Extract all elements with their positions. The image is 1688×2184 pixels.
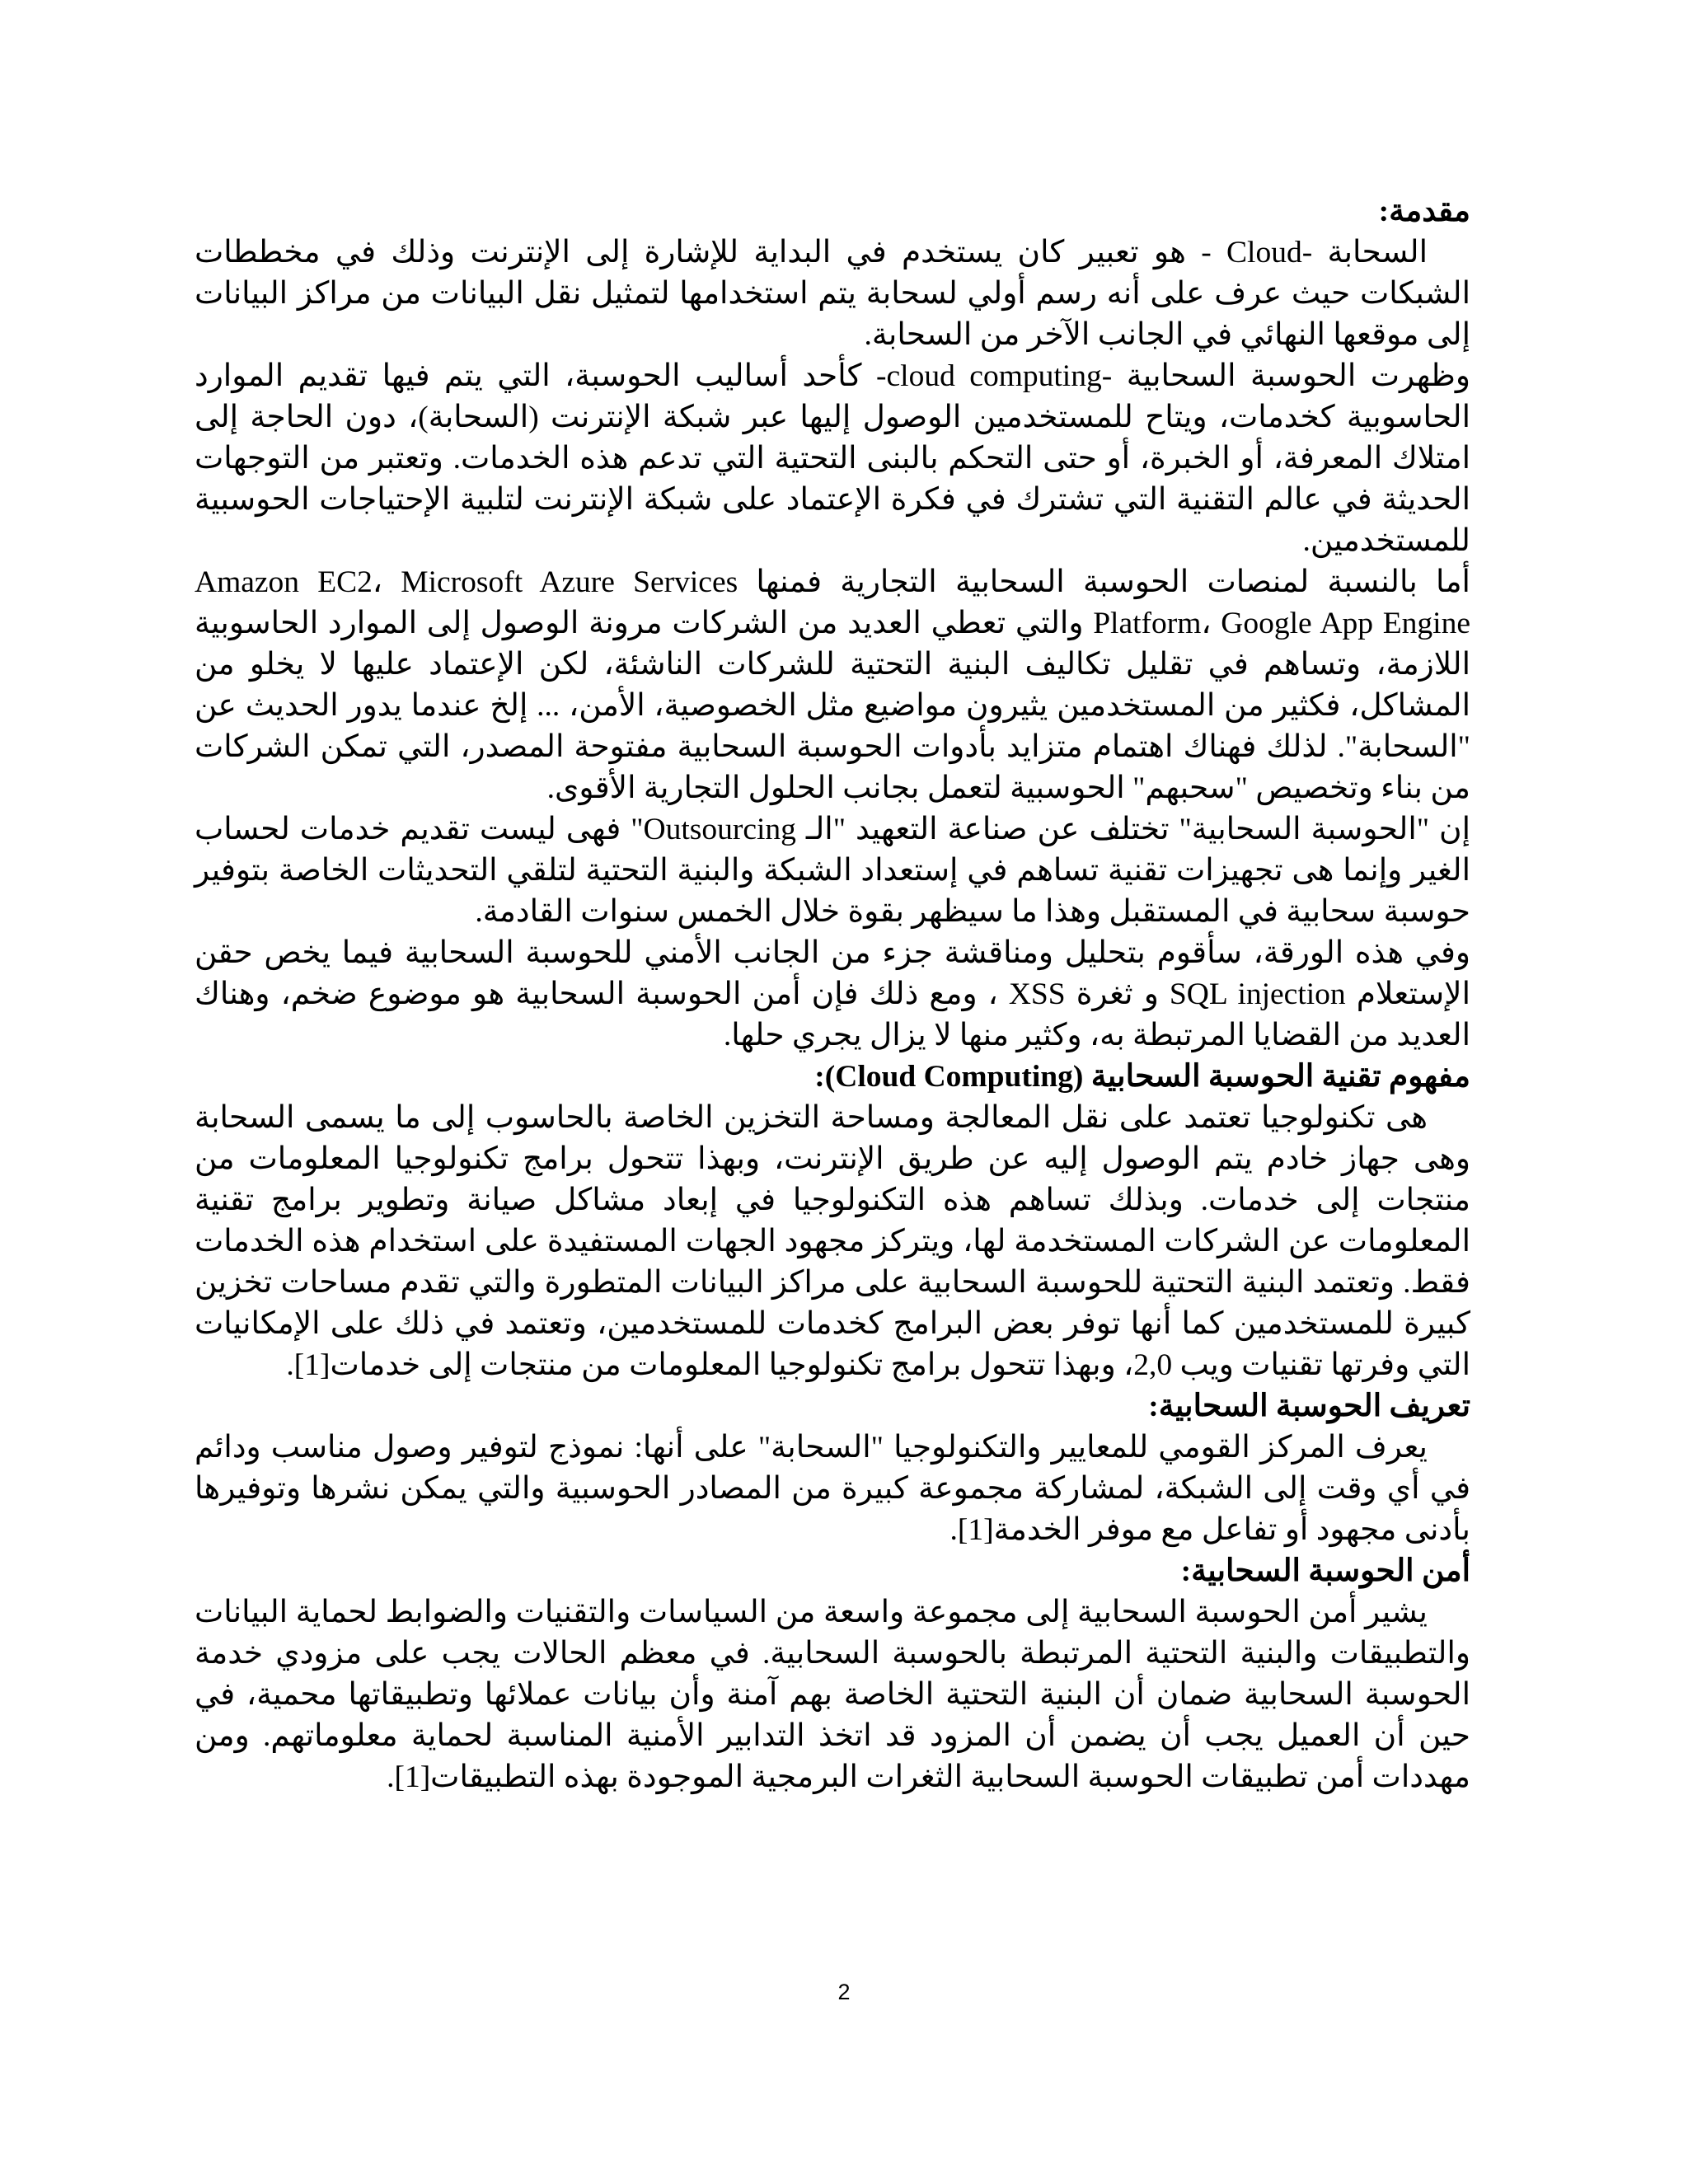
section-cloud-security: [195, 1551, 1470, 1798]
document-body: [195, 191, 1470, 1798]
paragraph: أما بالنسبة لمنصات الحوسبة السحابية التجارية فمنها Amazon EC2، Microsoft Azure Services Platform، Google App Engine والتي تعطي العديد من الشركات مرونة الوصول إلى الموارد الحاسوبية اللازمة، وتساهم في تقليل تكاليف البنية التحتية للشركات الناشئة، لكن الإعتماد عليها لا يخلو من المشاكل، فكثير من المستخدمين يثيرون مواضيع مثل الخصوصية، الأمن، ... إلخ عندما يدور الحديث عن "السحابة". لذلك فهناك اهتمام متزايد بأدوات الحوسبة السحابية مفتوحة المصدر، التي تمكن الشركات من بناء وتخصيص "سحبهم" الحوسبية لتعمل بجانب الحلول التجارية الأقوى.: [195, 565, 1470, 805]
section-heading: أمن الحوسبة السحابية:: [1180, 1554, 1470, 1588]
paragraph: يعرف المركز القومي للمعايير والتكنولوجيا "السحابة" على أنها: نموذج لتوفير وصول مناسب ودائم في أي وقت إلى الشبكة، لمشاركة مجموعة كبيرة من المصادر الحوسبية والتي يمكن نشرها وتوفيرها بأدنى مجهود أو تفاعل مع موفر الخدمة[1].: [195, 1431, 1470, 1547]
paragraph: يشير أمن الحوسبة السحابية إلى مجموعة واسعة من السياسات والتقنيات والضوابط لحماية البيانات والتطبيقات والبنية التحتية المرتبطة بالحوسبة السحابية. في معظم الحالات يجب على مزودي خدمة الحوسبة السحابية ضمان أن البنية التحتية الخاصة بهم آمنة وأن بيانات عملائها وتطبيقاتها محمية، في حين أن العميل يجب أن يضمن أن المزود قد اتخذ التدابير الأمنية المناسبة لحماية معلوماتهم. ومن مهددات أمن تطبيقات الحوسبة السحابية الثغرات البرمجية الموجودة بهذه التطبيقات[1].: [195, 1596, 1470, 1794]
paragraph: إن "الحوسبة السحابية" تختلف عن صناعة التعهيد "الـ Outsourcing" فهى ليست تقديم خدمات لحساب الغير وإنما هى تجهيزات تقنية تساهم في إستعداد الشبكة والبنية التحتية لتلقي التحديثات الخاصة بتوفير حوسبة سحابية في المستقبل وهذا ما سيظهر بقوة خلال الخمس سنوات القادمة.: [195, 813, 1470, 929]
paragraph: وفي هذه الورقة، سأقوم بتحليل ومناقشة جزء من الجانب الأمني للحوسبة السحابية فيما يخص حقن الإستعلام SQL injection و ثغرة XSS ، ومع ذلك فإن أمن الحوسبة السحابية هو موضوع ضخم، وهناك العديد من القضايا المرتبطة به، وكثير منها لا يزال يجري حلها.: [195, 936, 1470, 1052]
paragraph: وظهرت الحوسبة السحابية -cloud computing- كأحد أساليب الحوسبة، التي يتم فيها تقديم الموارد الحاسوبية كخدمات، ويتاح للمستخدمين الوصول إليها عبر شبكة الإنترنت (السحابة)، دون الحاجة إلى امتلاك المعرفة، أو الخبرة، أو حتى التحكم بالبنى التحتية التي تدعم هذه الخدمات. وتعتبر من التوجهات الحديثة في عالم التقنية التي تشترك في فكرة الإعتماد على شبكة الإنترنت لتلبية الإحتياجات الحوسبية للمستخدمين.: [195, 359, 1470, 558]
page-number: 2: [837, 1980, 851, 2004]
section-heading: تعريف الحوسبة السحابية:: [1148, 1390, 1470, 1423]
section-cloud-computing-concept: [195, 1057, 1470, 1386]
section-heading: مقدمة:: [1378, 194, 1470, 228]
section-cloud-definition: [195, 1386, 1470, 1551]
section-introduction: [195, 191, 1470, 1057]
paragraph: السحابة -Cloud - هو تعبير كان يستخدم في البداية للإشارة إلى الإنترنت وذلك في مخططات الشبكات حيث عرف على أنه رسم أولي لسحابة يتم استخدامها لتمثيل نقل البيانات من مراكز البيانات إلى موقعها النهائي في الجانب الآخر من السحابة.: [195, 236, 1470, 352]
paragraph: هى تكنولوجيا تعتمد على نقل المعالجة ومساحة التخزين الخاصة بالحاسوب إلى ما يسمى السحابة وهى جهاز خادم يتم الوصول إليه عن طريق الإنترنت، وبهذا تتحول برامج تكنولوجيا المعلومات من منتجات إلى خدمات. وبذلك تساهم هذه التكنولوجيا في إبعاد مشاكل صيانة وتطوير برامج تقنية المعلومات عن الشركات المستخدمة لها، ويتركز مجهود الجهات المستفيدة على استخدام هذه الخدمات فقط. وتعتمد البنية التحتية للحوسبة السحابية على مراكز البيانات المتطورة والتي تقدم مساحات تخزين كبيرة للمستخدمين كما أنها توفر بعض البرامج كخدمات للمستخدمين، وتعتمد في ذلك على الإمكانيات التي وفرتها تقنيات ويب 2,0، وبهذا تتحول برامج تكنولوجيا المعلومات من منتجات إلى خدمات[1].: [195, 1101, 1470, 1382]
section-heading: مفهوم تقنية الحوسبة السحابية (Cloud Computing):: [814, 1060, 1470, 1094]
